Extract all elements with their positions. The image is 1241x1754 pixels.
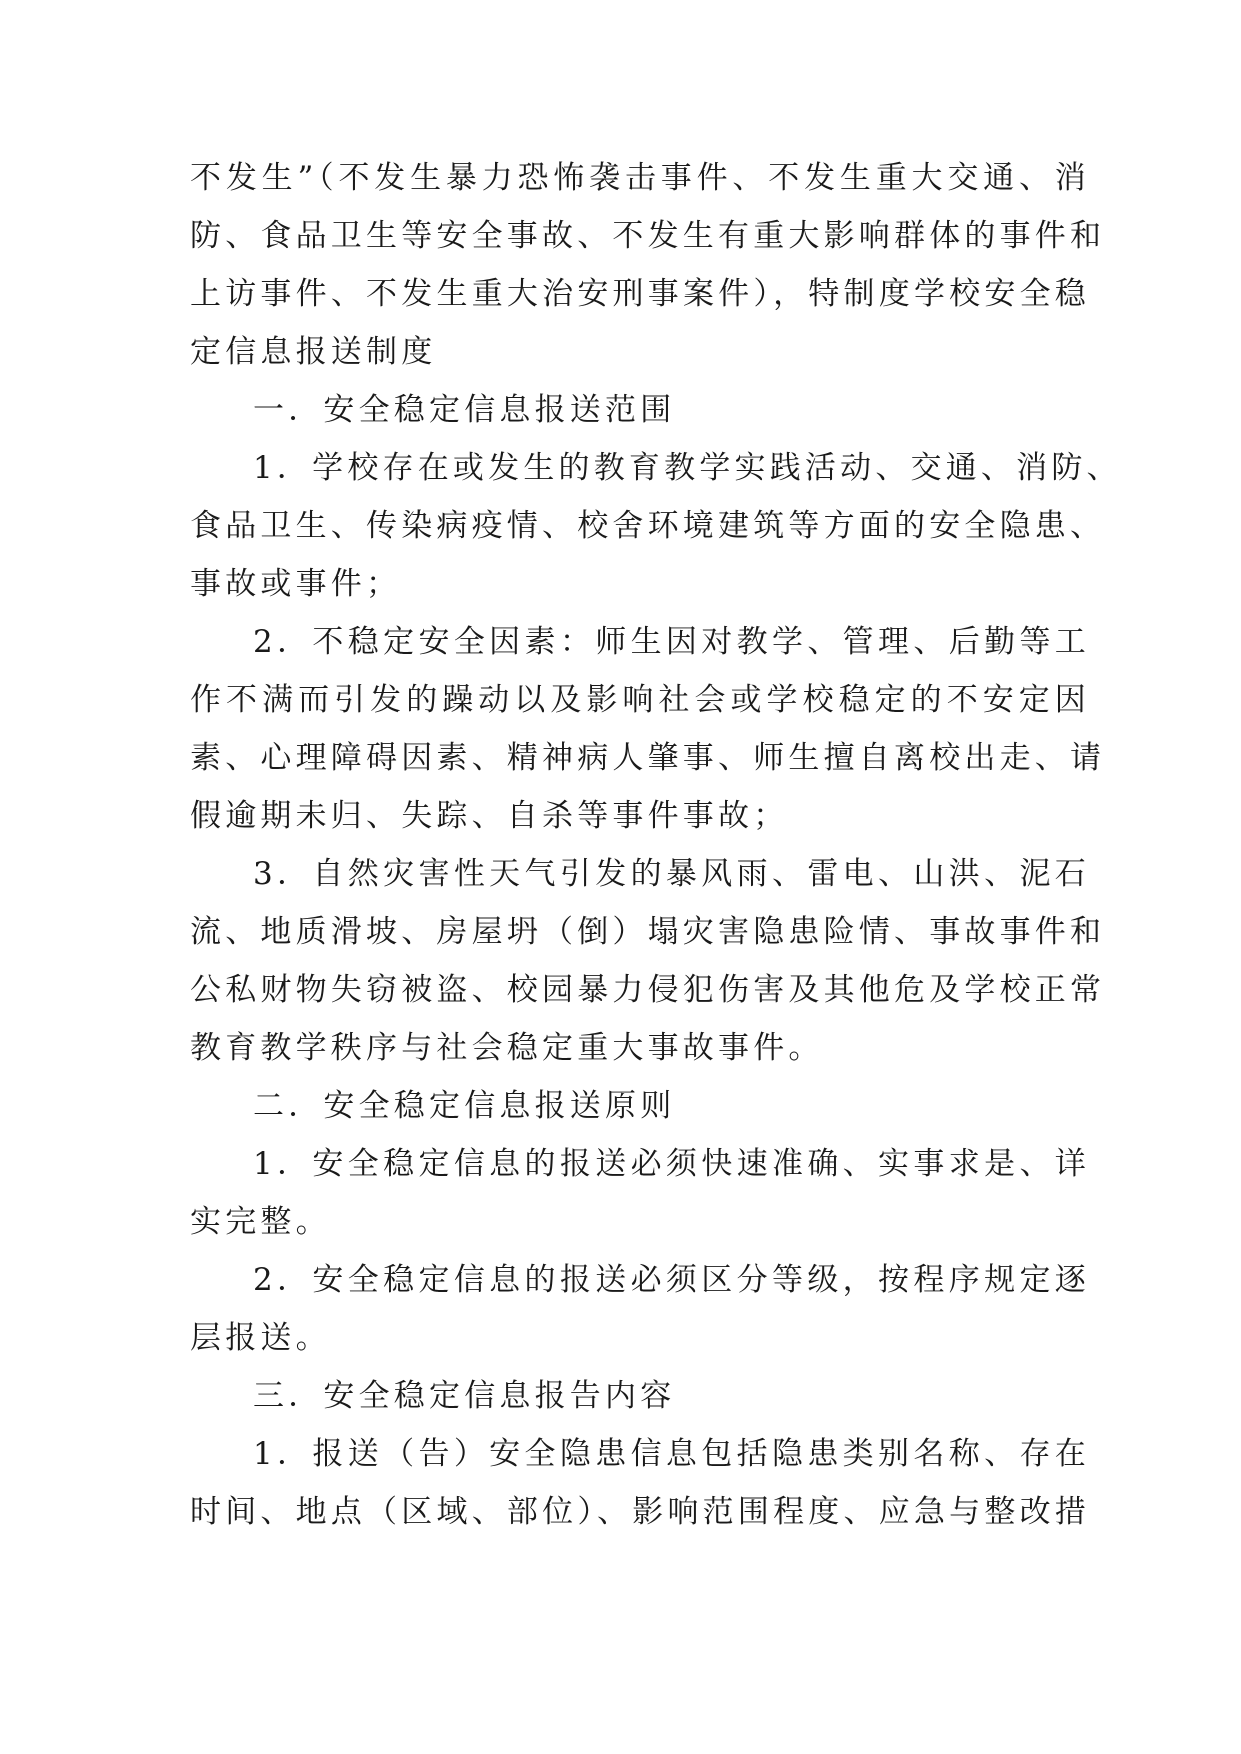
body-text-line: 事故或事件； — [190, 566, 402, 602]
body-text-line: 假逾期未归、失踪、自杀等事件事故； — [190, 798, 789, 834]
body-text-line: 教育教学秩序与社会稳定重大事故事件。 — [190, 1030, 824, 1066]
body-text-line: 上访事件、不发生重大治安刑事案件），特制度学校安全稳 — [190, 276, 1090, 312]
list-item-text: 1．报送（告）安全隐患信息包括隐患类别名称、存在 — [253, 1436, 1090, 1472]
body-text-line: 实完整。 — [190, 1204, 331, 1240]
list-item-text: 1．学校存在或发生的教育教学实践活动、交通、消防、 — [253, 450, 1122, 486]
body-text-line: 时间、地点（区域、部位）、影响范围程度、应急与整改措 — [190, 1494, 1090, 1530]
list-item-text: 3．自然灾害性天气引发的暴风雨、雷电、山洪、泥石 — [253, 856, 1090, 892]
section-heading: 三．安全稳定信息报告内容 — [253, 1378, 676, 1414]
body-text-line: 食品卫生、传染病疫情、校舍环境建筑等方面的安全隐患、 — [190, 508, 1106, 544]
section-heading: 一．安全稳定信息报送范围 — [253, 392, 676, 428]
body-text-line: 作不满而引发的躁动以及影响社会或学校稳定的不安定因 — [190, 682, 1090, 718]
list-item-text: 2．安全稳定信息的报送必须区分等级，按程序规定逐 — [253, 1262, 1090, 1298]
body-text-line: 流、地质滑坡、房屋坍（倒）塌灾害隐患险情、事故事件和 — [190, 914, 1106, 950]
body-text-line: 层报送。 — [190, 1320, 331, 1356]
body-text-line: 定信息报送制度 — [190, 334, 437, 370]
body-text-line: 防、食品卫生等安全事故、不发生有重大影响群体的事件和 — [190, 218, 1106, 254]
list-item-text: 2．不稳定安全因素：师生因对教学、管理、后勤等工 — [253, 624, 1090, 660]
body-text-line: 公私财物失窃被盗、校园暴力侵犯伤害及其他危及学校正常 — [190, 972, 1106, 1008]
body-text-line: 不发生”（不发生暴力恐怖袭击事件、不发生重大交通、消 — [190, 160, 1090, 196]
section-heading: 二．安全稳定信息报送原则 — [253, 1088, 676, 1124]
body-text-line: 素、心理障碍因素、精神病人肇事、师生擅自离校出走、请 — [190, 740, 1106, 776]
list-item-text: 1．安全稳定信息的报送必须快速准确、实事求是、详 — [253, 1146, 1090, 1182]
